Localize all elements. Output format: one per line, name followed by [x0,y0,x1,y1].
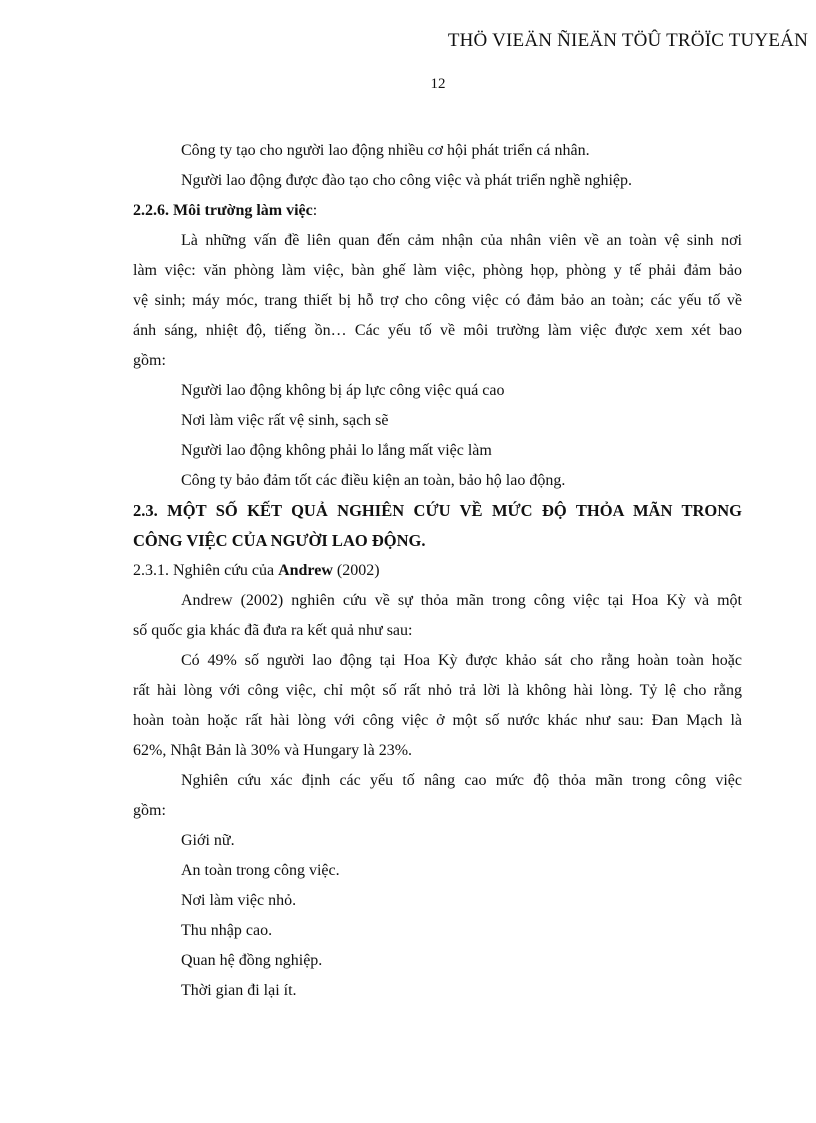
heading-colon: : [312,202,318,219]
subsection-year: (2002) [332,562,380,579]
factor-item: An toàn trong công việc. [181,862,340,879]
section-heading-2-2-6 [133,196,742,226]
paragraph-line: làm việc: văn phòng làm việc, bàn ghế làm việc, phòng họp, phòng y tế phải đảm bảo [133,262,742,279]
paragraph: Người lao động được đào tạo cho công việc và phát triển nghề nghiệp. [181,172,633,189]
paragraph-line: rất hài lòng với công việc, chỉ một số rất nhỏ trả lời là không hài lòng. Tỷ lệ cho rằng [133,682,742,699]
paragraph-line: gồm: [133,352,166,369]
heading-text: 2.2.6. Môi trường làm việc [133,202,313,219]
paragraph: Công ty tạo cho người lao động nhiều cơ hội phát triển cá nhân. [181,142,590,159]
list-item: Nơi làm việc rất vệ sinh, sạch sẽ [181,412,389,429]
list-item: Công ty bảo đảm tốt các điều kiện an toàn, bảo hộ lao động. [181,472,566,489]
subsection-prefix: 2.3.1. Nghiên cứu của [133,562,279,579]
paragraph-line: Có 49% số người lao động tại Hoa Kỳ được khảo sát cho rằng hoàn toàn hoặc [181,652,742,669]
factor-item: Nơi làm việc nhỏ. [181,892,297,909]
paragraph-line: 62%, Nhật Bản là 30% và Hungary là 23%. [133,742,413,759]
author-name: Andrew [278,562,333,579]
list-item: Người lao động không phải lo lắng mất việc làm [181,442,492,459]
subsection-heading-2-3-1 [133,556,742,586]
section-heading-2-3: 2.3. MỘT SỐ KẾT QUẢ NGHIÊN CỨU VỀ MỨC ĐỘ THỎA MÃN TRONG [133,501,742,520]
paragraph-line: số quốc gia khác đã đưa ra kết quả như sau: [133,622,413,639]
factor-item: Quan hệ đồng nghiệp. [181,952,323,969]
factor-item: Thu nhập cao. [181,922,273,939]
list-item: Người lao động không bị áp lực công việc quá cao [181,382,505,399]
paragraph-line: vệ sinh; máy móc, trang thiết bị hỗ trợ cho công việc có đảm bảo an toàn; các yếu tố về [133,292,742,309]
paragraph-line: Andrew (2002) nghiên cứu về sự thỏa mãn trong công việc tại Hoa Kỳ và một [181,592,742,609]
paragraph-line: Là những vấn đề liên quan đến cảm nhận của nhân viên về an toàn vệ sinh nơi [181,232,742,249]
paragraph-line: ánh sáng, nhiệt độ, tiếng ồn… Các yếu tố về môi trường làm việc được xem xét bao [133,322,742,339]
library-header: THÖ VIEÄN ÑIEÄN TÖÛ TRÖÏC TUYEÁN [447,30,808,51]
page-number: 12 [430,76,446,92]
section-heading-2-3-cont: CÔNG VIỆC CỦA NGƯỜI LAO ĐỘNG. [133,531,426,550]
factor-item: Thời gian đi lại ít. [181,982,297,999]
factor-item: Giới nữ. [181,832,235,849]
paragraph-line: hoàn toàn hoặc rất hài lòng với công việc ở một số nước khác như sau: Đan Mạch là [133,712,742,729]
paragraph-line: gồm: [133,802,166,819]
paragraph-line: Nghiên cứu xác định các yếu tố nâng cao mức độ thỏa mãn trong công việc [181,772,742,789]
page-body [133,136,742,1006]
